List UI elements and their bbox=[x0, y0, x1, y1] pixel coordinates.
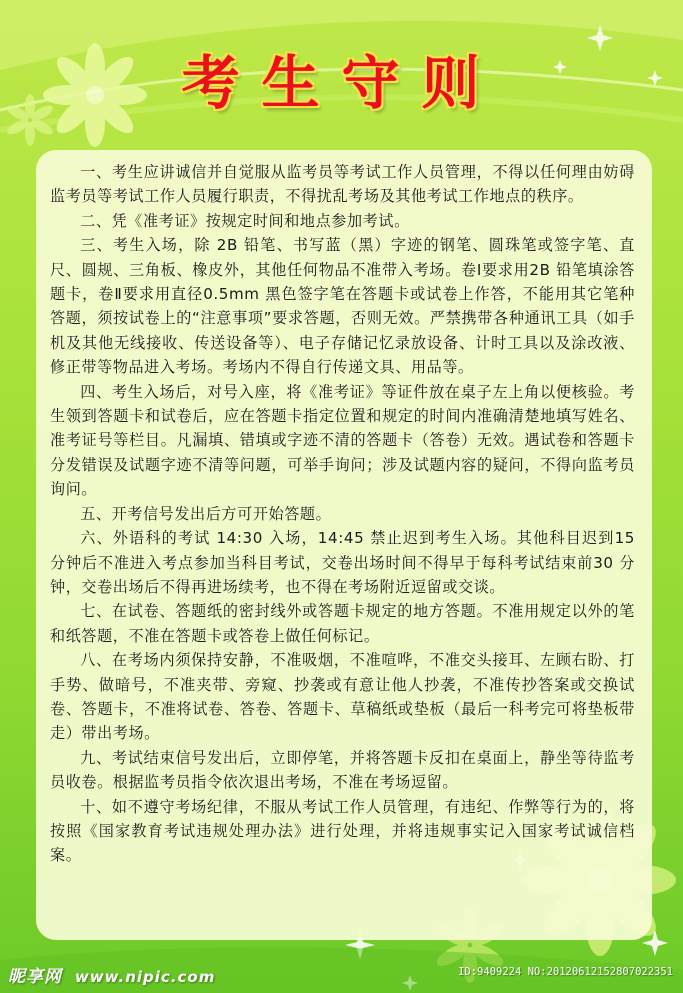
rule-paragraph: 六、外语科的考试 14:30 入场，14:45 禁止迟到考生入场。其他科目迟到15 分钟后不准进入考点参加当科目考试，交卷出场时间不得早于每科考试结束前30 分钟，交卷出场后不得再进场续考，也不得在考场附近逗留或交谈。 bbox=[50, 529, 635, 596]
page-title: 考生守则 bbox=[181, 49, 502, 117]
rule-paragraph: 九、考试结束信号发出后，立即停笔，并将答题卡反扣在桌面上，静坐等待监考员收卷。根据监考员指令依次退出考场，不准在考场逗留。 bbox=[50, 748, 635, 792]
rule-paragraph: 二、凭《准考证》按规定时间和地点参加考试。 bbox=[80, 211, 410, 230]
rule-paragraph: 七、在试卷、答题纸的密封线外或答题卡规定的地方答题。不准用规定以外的笔和纸答题，不准在答题卡或答卷上做任何标记。 bbox=[50, 602, 635, 645]
rule-paragraph: 一、考生应讲诚信并自觉服从监考员等考试工作人员管理，不得以任何理由妨碍监考员等考试工作人员履行职责，不得扰乱考场及其他考试工作地点的秩序。 bbox=[50, 163, 635, 206]
rule-paragraph: 三、考生入场，除 2B 铅笔、书写蓝（黑）字迹的钢笔、圆珠笔或签字笔、直尺、圆规、三角板、橡皮外，其他任何物品不准带入考场。卷Ⅰ要求用2B 铅笔填涂答题卡，卷Ⅱ要求用直径0.5mm 黑色签字笔在答题卡或试卷上作答，不能用其它笔种答题，须按试卷上的“注意事项”要求答题，否则无效。严禁携带各种通讯工具（如手机及其他无线接收、传送设备等）、电子存储记忆录放设备、计时工具以及涂改液、修正带等物品进入考场。考场内不得自行传递文具、用品等。 bbox=[50, 236, 635, 377]
watermark-logo-text: 昵享网 bbox=[8, 967, 62, 987]
rule-paragraph: 五、开考信号发出后方可开始答题。 bbox=[80, 504, 332, 523]
watermark-url: www.nipic.com bbox=[74, 968, 216, 986]
rule-paragraph: 十、如不遵守考场纪律，不服从考试工作人员管理，有违纪、作弊等行为的，将按照《国家教育考试违规处理办法》进行处理，并将违规事实记入国家考试诚信档案。 bbox=[50, 797, 635, 865]
watermark-logo bbox=[8, 962, 215, 987]
rule-paragraph: 四、考生入场后，对号入座，将《准考证》等证件放在桌子左上角以便核验。考生领到答题卡和试卷后，应在答题卡指定位置和规定的时间内准确清楚地填写姓名、准考证号等栏目。凡漏填、错填或字迹不清的答题卡（答卷）无效。遇试卷和答题卡分发错误及试题字迹不清等问题，可举手询问；涉及试题内容的疑问，不得向监考员询问。 bbox=[50, 382, 635, 499]
rules-list bbox=[50, 160, 635, 868]
watermark-id: ID:9409224 NO:20120612152807022351 bbox=[458, 966, 673, 978]
rule-paragraph: 八、在考场内须保持安静，不准吸烟，不准喧哗，不准交头接耳、左顾右盼、打手势、做暗号，不准夹带、旁窥、抄袭或有意让他人抄袭，不准传抄答案或交换试卷、答题卡，不准将试卷、答卷、答题卡、草稿纸或垫板（最后一科考完可将垫板带走）带出考场。 bbox=[50, 651, 635, 743]
